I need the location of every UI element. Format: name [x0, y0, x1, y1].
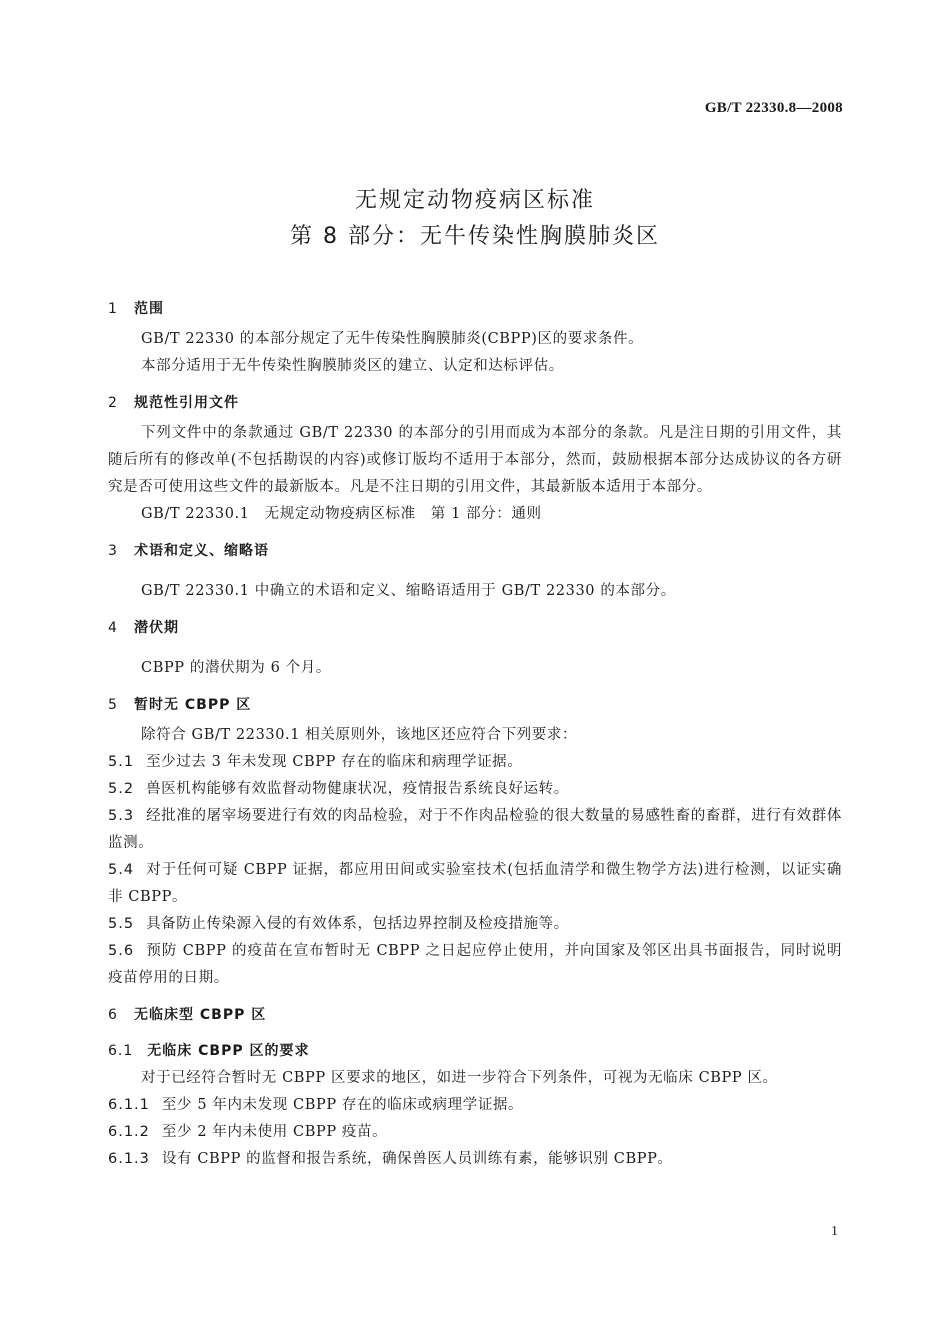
standard-number: GB/T 22330.8—2008 [704, 100, 843, 116]
clause-text: 对于任何可疑 CBPP 证据，都应用田间或实验室技术(包括血清学和微生物学方法)进行检测，以证实确非 CBPP。 [108, 862, 842, 905]
clause-number: 6.1.2 [108, 1124, 150, 1140]
clause-number: 6.1.3 [108, 1151, 150, 1167]
section-title: 规范性引用文件 [134, 395, 239, 411]
clause-text: 至少过去 3 年未发现 CBPP 存在的临床和病理学证据。 [146, 754, 523, 770]
clause-text: 经批准的屠宰场要进行有效的肉品检验，对于不作肉品检验的很大数量的易感牲畜的畜群，进行有效群体监测。 [108, 808, 842, 851]
section-number: 5 [108, 697, 118, 713]
section-number: 3 [108, 543, 118, 559]
document-subtitle: 第 8 部分：无牛传染性胸膜肺炎区 [290, 224, 660, 249]
section-heading-scope [108, 296, 842, 322]
section-number: 2 [108, 395, 118, 411]
clause-5-3 [108, 803, 842, 857]
clause-5-5 [108, 911, 842, 938]
clause-number: 6.1.1 [108, 1097, 150, 1113]
paragraph: 下列文件中的条款通过 GB/T 22330 的本部分的引用而成为本部分的条款。凡是注日期的引用文件，其随后所有的修改单(不包括勘误的内容)或修订版均不适用于本部分，然而，鼓励根据本部分达成协议的各方研究是否可使用这些文件的最新版本。凡是不注日期的引用文件，其最新版本适用于本部分。 [108, 425, 842, 495]
subsection-number: 6.1 [108, 1043, 134, 1059]
section-heading-provisional-free [108, 692, 842, 718]
clause-text: 具备防止传染源入侵的有效体系，包括边界控制及检疫措施等。 [146, 916, 569, 932]
section-title: 范围 [134, 301, 164, 317]
clause-5-4 [108, 857, 842, 911]
clause-text: 设有 CBPP 的监督和报告系统，确保兽医人员训练有素，能够识别 CBPP。 [161, 1151, 673, 1167]
section-number: 4 [108, 620, 118, 636]
clause-number: 5.2 [108, 781, 135, 797]
section-heading-clinical-free [108, 1002, 842, 1028]
clause-text: 预防 CBPP 的疫苗在宣布暂时无 CBPP 之日起应停止使用，并向国家及邻区出具书面报告，同时说明疫苗停用的日期。 [108, 943, 842, 986]
document-title: 无规定动物疫病区标准 [354, 188, 595, 213]
document-body [108, 296, 842, 1173]
section-heading-normative-references [108, 390, 842, 416]
clause-number: 5.4 [108, 862, 135, 878]
subsection-heading-6-1 [108, 1038, 842, 1065]
section-number: 1 [108, 301, 118, 317]
section-title: 潜伏期 [134, 620, 179, 636]
clause-5-6 [108, 938, 842, 992]
clause-number: 5.3 [108, 808, 135, 824]
clause-text: 至少 5 年内未发现 CBPP 存在的临床或病理学证据。 [161, 1097, 524, 1113]
clause-number: 5.5 [108, 916, 135, 932]
paragraph: 除符合 GB/T 22330.1 相关原则外，该地区还应符合下列要求： [141, 727, 578, 743]
clause-6-1-1 [108, 1092, 842, 1119]
paragraph: GB/T 22330.1 中确立的术语和定义、缩略语适用于 GB/T 22330 的本部分。 [141, 583, 676, 599]
paragraph: 对于已经符合暂时无 CBPP 区要求的地区，如进一步符合下列条件，可视为无临床 CBPP 区。 [141, 1070, 778, 1086]
section-heading-terms [108, 538, 842, 564]
section-title: 暂时无 CBPP 区 [134, 697, 252, 713]
section-title: 术语和定义、缩略语 [134, 543, 269, 559]
clause-6-1-3 [108, 1146, 842, 1173]
paragraph: CBPP 的潜伏期为 6 个月。 [141, 660, 331, 676]
section-heading-incubation [108, 615, 842, 641]
paragraph: GB/T 22330 的本部分规定了无牛传染性胸膜肺炎(CBPP)区的要求条件。 [141, 331, 644, 347]
subsection-title: 无临床 CBPP 区的要求 [147, 1043, 310, 1059]
paragraph: 本部分适用于无牛传染性胸膜肺炎区的建立、认定和达标评估。 [141, 358, 564, 374]
page-number: 1 [831, 1224, 838, 1239]
clause-text: 至少 2 年内未使用 CBPP 疫苗。 [161, 1124, 388, 1140]
clause-5-2 [108, 776, 842, 803]
section-title: 无临床型 CBPP 区 [134, 1007, 267, 1023]
section-number: 6 [108, 1007, 118, 1023]
clause-6-1-2 [108, 1119, 842, 1146]
clause-number: 5.6 [108, 943, 135, 959]
reference-item: GB/T 22330.1 无规定动物疫病区标准 第 1 部分：通则 [141, 506, 542, 522]
clause-5-1 [108, 749, 842, 776]
clause-text: 兽医机构能够有效监督动物健康状况，疫情报告系统良好运转。 [146, 781, 569, 797]
clause-number: 5.1 [108, 754, 135, 770]
